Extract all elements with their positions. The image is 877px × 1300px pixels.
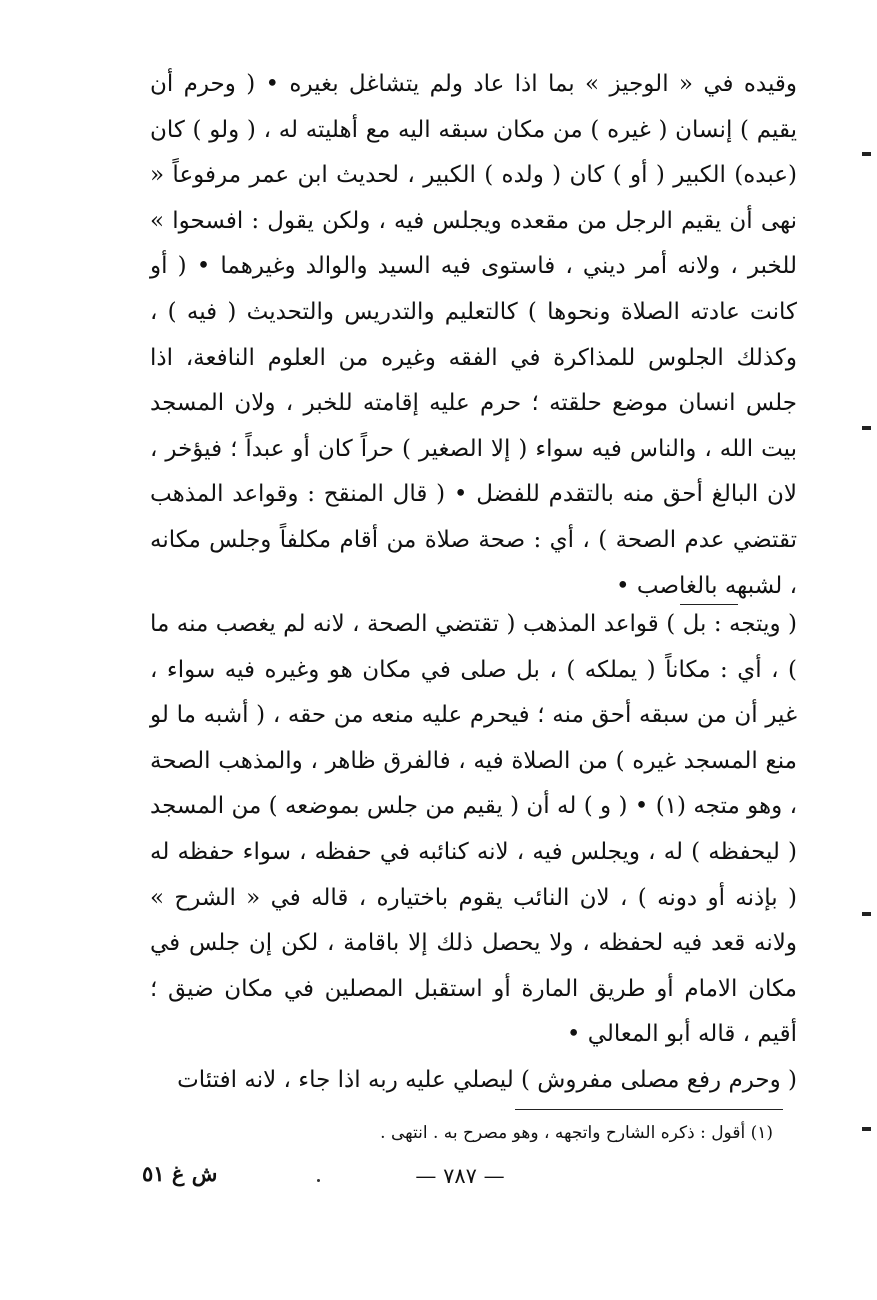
footnote-rule <box>515 1109 783 1110</box>
footnote: (١) أقول : ذكره الشارح واتجهه ، وهو مصرح به . انتهى . <box>380 1123 773 1143</box>
body-paragraph-2: ( ويتجه : بل ) قواعد المذهب ( تقتضي الصحة ، لانه لم يغصب منه ما ) ، أي : مكاناً ( يملكه ) ، بل صلى في مكان هو وغيره فيه سواء ، غير أن من سبقه أحق منه ؛ فيحرم عليه منعه من حقه ، ( أشبه ما لو منع المسجد غيره ) من الصلاة فيه ، فالفرق ظاهر ، والمذهب الصحة ، وهو متجه (١) • ( و ) له أن ( يقيم من جلس بموضعه ) من المسجد ( ليحفظه ) له ، ويجلس فيه ، لانه كنائبه في حفظه ، سواء حفظه له ( بإذنه أو دونه ) ، لان النائب يقوم باختياره ، قاله في « الشرح » ولانه قعد فيه لحفظه ، ولا يحصل ذلك إلا باقامة ، لكن إن جلس في مكان الامام أو طريق المارة أو استقبل المصلين في مكان ضيق ؛ أقيم ، قاله أبو المعالي • <box>150 611 797 1048</box>
signature-mark: ش غ ٥١ <box>142 1161 218 1186</box>
body-paragraph-3: ( وحرم رفع مصلى مفروش ) ليصلي عليه ربه اذا جاء ، لانه افتئات <box>177 1067 797 1093</box>
print-dot <box>317 1179 320 1182</box>
margin-mark <box>862 426 871 430</box>
page-number: — ٧٨٧ — <box>415 1164 505 1188</box>
margin-mark <box>862 152 871 156</box>
margin-mark <box>862 1127 871 1131</box>
margin-mark <box>862 912 871 916</box>
body-paragraph-1: وقيده في « الوجيز » بما اذا عاد ولم يتشاغل بغيره • ( وحرم أن يقيم ) إنسان ( غيره ) من مكان سبقه اليه مع أهليته له ، ( ولو ) كان (عبده) الكبير ( أو ) كان ( ولده ) الكبير ، لحديث ابن عمر مرفوعاً « نهى أن يقيم الرجل من مقعده ويجلس فيه ، ولكن يقول : افسحوا » للخبر ، ولانه أمر ديني ، فاستوى فيه السيد والوالد وغيرهما • ( أو كانت عادته الصلاة ونحوها ) كالتعليم والتدريس والتحديث ( فيه ) ، وكذلك الجلوس للمذاكرة في الفقه وغيره من العلوم النافعة، اذا جلس انسان موضع حلقته ؛ حرم عليه إقامته للخبر ، ولان المسجد بيت الله ، والناس فيه سواء ( إلا الصغير ) حراً كان أو عبداً ؛ فيؤخر ، لان البالغ أحق منه بالتقدم للفضل • ( قال المنقح : وقواعد المذهب تقتضي عدم الصحة ) ، أي : صحة صلاة من أقام مكلفاً وجلس مكانه ، لشبهه بالغاصب • <box>150 71 797 599</box>
